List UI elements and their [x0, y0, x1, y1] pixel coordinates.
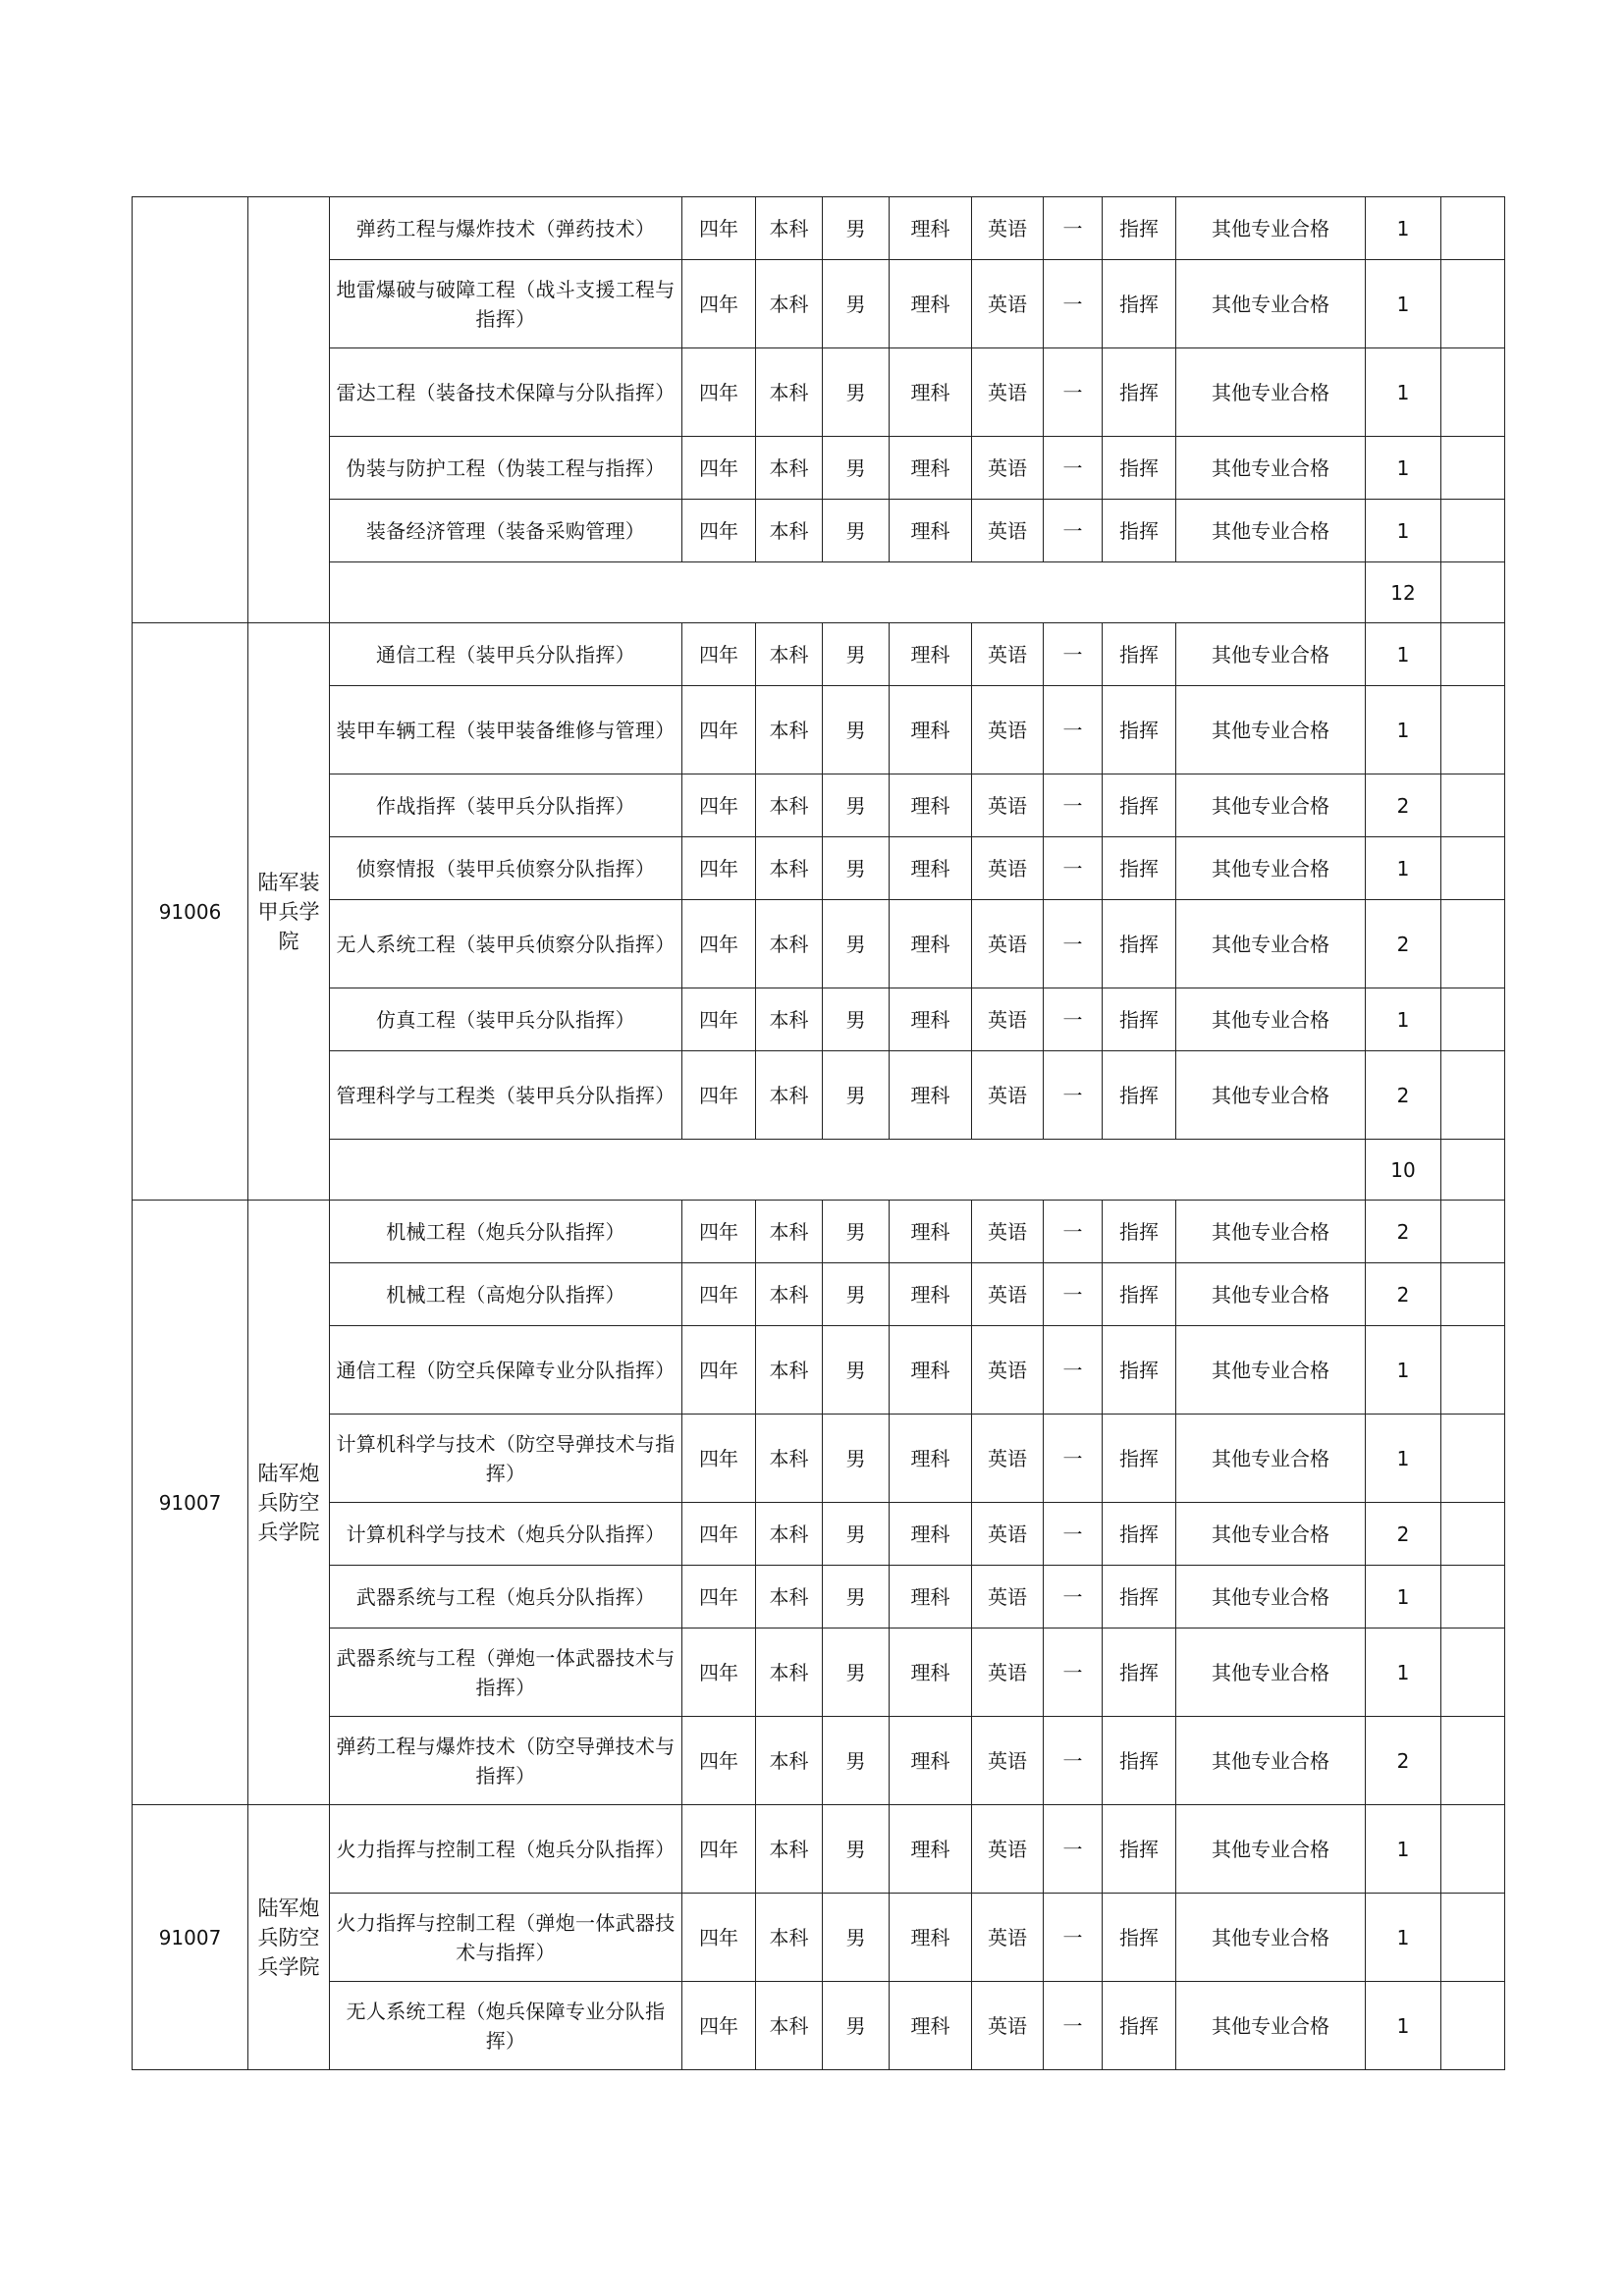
- remark-cell: [1441, 1629, 1505, 1717]
- tier-cell: 一: [1044, 1051, 1103, 1140]
- table-row: [133, 1263, 1505, 1326]
- subject-cell: 理科: [890, 774, 972, 837]
- quota-cell: 2: [1366, 900, 1441, 988]
- language-cell: 英语: [972, 686, 1044, 774]
- school-code-cell: [133, 197, 248, 623]
- duration-cell: 四年: [682, 1566, 756, 1629]
- physical-cell: 其他专业合格: [1176, 1982, 1366, 2070]
- major-cell: 机械工程（高炮分队指挥）: [330, 1263, 682, 1326]
- level-cell: 本科: [756, 260, 823, 348]
- table-row: [133, 500, 1505, 562]
- physical-cell: 其他专业合格: [1176, 437, 1366, 500]
- tier-cell: 一: [1044, 197, 1103, 260]
- subject-cell: 理科: [890, 988, 972, 1051]
- quota-cell: 2: [1366, 1051, 1441, 1140]
- category-cell: 指挥: [1103, 348, 1176, 437]
- gender-cell: 男: [823, 260, 890, 348]
- quota-cell: 2: [1366, 1263, 1441, 1326]
- tier-cell: 一: [1044, 1629, 1103, 1717]
- quota-cell: 1: [1366, 1326, 1441, 1415]
- duration-cell: 四年: [682, 348, 756, 437]
- level-cell: 本科: [756, 1717, 823, 1805]
- physical-cell: 其他专业合格: [1176, 260, 1366, 348]
- duration-cell: 四年: [682, 686, 756, 774]
- category-cell: 指挥: [1103, 988, 1176, 1051]
- subject-cell: 理科: [890, 1326, 972, 1415]
- gender-cell: 男: [823, 1201, 890, 1263]
- language-cell: 英语: [972, 1629, 1044, 1717]
- duration-cell: 四年: [682, 1805, 756, 1894]
- gender-cell: 男: [823, 837, 890, 900]
- subject-cell: 理科: [890, 686, 972, 774]
- school-name-cell: 陆军炮兵防空兵学院: [248, 1201, 330, 1805]
- level-cell: 本科: [756, 988, 823, 1051]
- table-row: [133, 1566, 1505, 1629]
- tier-cell: 一: [1044, 348, 1103, 437]
- table-row: [133, 1415, 1505, 1503]
- remark-cell: [1441, 1982, 1505, 2070]
- quota-cell: 1: [1366, 1805, 1441, 1894]
- remark-cell: [1441, 197, 1505, 260]
- category-cell: 指挥: [1103, 837, 1176, 900]
- major-cell: 火力指挥与控制工程（炮兵分队指挥）: [330, 1805, 682, 1894]
- quota-cell: 1: [1366, 1894, 1441, 1982]
- tier-cell: 一: [1044, 500, 1103, 562]
- subtotal-row: [133, 1140, 1505, 1201]
- subtotal-quota-cell: 12: [1366, 562, 1441, 623]
- quota-cell: 1: [1366, 437, 1441, 500]
- quota-cell: 1: [1366, 1629, 1441, 1717]
- category-cell: 指挥: [1103, 1263, 1176, 1326]
- language-cell: 英语: [972, 1051, 1044, 1140]
- category-cell: 指挥: [1103, 437, 1176, 500]
- subject-cell: 理科: [890, 348, 972, 437]
- major-cell: 侦察情报（装甲兵侦察分队指挥）: [330, 837, 682, 900]
- major-cell: 武器系统与工程（弹炮一体武器技术与指挥）: [330, 1629, 682, 1717]
- level-cell: 本科: [756, 686, 823, 774]
- language-cell: 英语: [972, 197, 1044, 260]
- remark-cell: [1441, 1263, 1505, 1326]
- remark-cell: [1441, 1894, 1505, 1982]
- physical-cell: 其他专业合格: [1176, 774, 1366, 837]
- level-cell: 本科: [756, 500, 823, 562]
- category-cell: 指挥: [1103, 1051, 1176, 1140]
- level-cell: 本科: [756, 197, 823, 260]
- subject-cell: 理科: [890, 623, 972, 686]
- school-code-cell: 91006: [133, 623, 248, 1201]
- language-cell: 英语: [972, 260, 1044, 348]
- tier-cell: 一: [1044, 1263, 1103, 1326]
- duration-cell: 四年: [682, 197, 756, 260]
- school-code-cell: 91007: [133, 1805, 248, 2070]
- duration-cell: 四年: [682, 1415, 756, 1503]
- quota-cell: 1: [1366, 837, 1441, 900]
- remark-cell: [1441, 686, 1505, 774]
- quota-cell: 1: [1366, 1415, 1441, 1503]
- duration-cell: 四年: [682, 1263, 756, 1326]
- physical-cell: 其他专业合格: [1176, 1566, 1366, 1629]
- major-cell: 计算机科学与技术（防空导弹技术与指挥）: [330, 1415, 682, 1503]
- major-cell: 弹药工程与爆炸技术（弹药技术）: [330, 197, 682, 260]
- major-cell: 火力指挥与控制工程（弹炮一体武器技术与指挥）: [330, 1894, 682, 1982]
- major-cell: 无人系统工程（炮兵保障专业分队指挥）: [330, 1982, 682, 2070]
- language-cell: 英语: [972, 348, 1044, 437]
- category-cell: 指挥: [1103, 774, 1176, 837]
- physical-cell: 其他专业合格: [1176, 1805, 1366, 1894]
- language-cell: 英语: [972, 988, 1044, 1051]
- table-body: [133, 197, 1505, 2070]
- quota-cell: 2: [1366, 1717, 1441, 1805]
- physical-cell: 其他专业合格: [1176, 837, 1366, 900]
- subject-cell: 理科: [890, 500, 972, 562]
- gender-cell: 男: [823, 1717, 890, 1805]
- gender-cell: 男: [823, 1982, 890, 2070]
- gender-cell: 男: [823, 988, 890, 1051]
- language-cell: 英语: [972, 1263, 1044, 1326]
- school-name-cell: 陆军装甲兵学院: [248, 623, 330, 1201]
- category-cell: 指挥: [1103, 900, 1176, 988]
- remark-cell: [1441, 1503, 1505, 1566]
- major-cell: 雷达工程（装备技术保障与分队指挥）: [330, 348, 682, 437]
- tier-cell: 一: [1044, 1894, 1103, 1982]
- language-cell: 英语: [972, 1326, 1044, 1415]
- language-cell: 英语: [972, 1805, 1044, 1894]
- subject-cell: 理科: [890, 1051, 972, 1140]
- duration-cell: 四年: [682, 1326, 756, 1415]
- physical-cell: 其他专业合格: [1176, 348, 1366, 437]
- gender-cell: 男: [823, 1894, 890, 1982]
- quota-cell: 2: [1366, 1201, 1441, 1263]
- tier-cell: 一: [1044, 1201, 1103, 1263]
- table-row: [133, 1051, 1505, 1140]
- duration-cell: 四年: [682, 1051, 756, 1140]
- school-code-cell: 91007: [133, 1201, 248, 1805]
- table-row: [133, 774, 1505, 837]
- duration-cell: 四年: [682, 1894, 756, 1982]
- gender-cell: 男: [823, 348, 890, 437]
- duration-cell: 四年: [682, 837, 756, 900]
- subtotal-blank-cell: [330, 562, 1366, 623]
- category-cell: 指挥: [1103, 1805, 1176, 1894]
- language-cell: 英语: [972, 1982, 1044, 2070]
- major-cell: 伪装与防护工程（伪装工程与指挥）: [330, 437, 682, 500]
- table-row: [133, 1805, 1505, 1894]
- table-row: [133, 1717, 1505, 1805]
- category-cell: 指挥: [1103, 197, 1176, 260]
- language-cell: 英语: [972, 1503, 1044, 1566]
- language-cell: 英语: [972, 1566, 1044, 1629]
- major-cell: 武器系统与工程（炮兵分队指挥）: [330, 1566, 682, 1629]
- gender-cell: 男: [823, 1415, 890, 1503]
- level-cell: 本科: [756, 1982, 823, 2070]
- remark-cell: [1441, 1201, 1505, 1263]
- gender-cell: 男: [823, 623, 890, 686]
- quota-cell: 1: [1366, 260, 1441, 348]
- duration-cell: 四年: [682, 900, 756, 988]
- tier-cell: 一: [1044, 1503, 1103, 1566]
- remark-cell: [1441, 623, 1505, 686]
- subject-cell: 理科: [890, 197, 972, 260]
- remark-cell: [1441, 837, 1505, 900]
- remark-cell: [1441, 1717, 1505, 1805]
- subject-cell: 理科: [890, 1717, 972, 1805]
- gender-cell: 男: [823, 1503, 890, 1566]
- remark-cell: [1441, 900, 1505, 988]
- remark-cell: [1441, 1051, 1505, 1140]
- subtotal-blank-cell: [330, 1140, 1366, 1201]
- physical-cell: 其他专业合格: [1176, 1717, 1366, 1805]
- major-cell: 装备经济管理（装备采购管理）: [330, 500, 682, 562]
- table-row: [133, 623, 1505, 686]
- category-cell: 指挥: [1103, 500, 1176, 562]
- gender-cell: 男: [823, 1326, 890, 1415]
- remark-cell: [1441, 1415, 1505, 1503]
- major-cell: 管理科学与工程类（装甲兵分队指挥）: [330, 1051, 682, 1140]
- tier-cell: 一: [1044, 1717, 1103, 1805]
- physical-cell: 其他专业合格: [1176, 1263, 1366, 1326]
- physical-cell: 其他专业合格: [1176, 1894, 1366, 1982]
- gender-cell: 男: [823, 900, 890, 988]
- category-cell: 指挥: [1103, 1326, 1176, 1415]
- table-row: [133, 1326, 1505, 1415]
- gender-cell: 男: [823, 1629, 890, 1717]
- language-cell: 英语: [972, 623, 1044, 686]
- remark-cell: [1441, 1326, 1505, 1415]
- level-cell: 本科: [756, 1201, 823, 1263]
- language-cell: 英语: [972, 1201, 1044, 1263]
- subtotal-remark-cell: [1441, 562, 1505, 623]
- tier-cell: 一: [1044, 900, 1103, 988]
- level-cell: 本科: [756, 1894, 823, 1982]
- physical-cell: 其他专业合格: [1176, 623, 1366, 686]
- duration-cell: 四年: [682, 1982, 756, 2070]
- remark-cell: [1441, 437, 1505, 500]
- table-row: [133, 1503, 1505, 1566]
- category-cell: 指挥: [1103, 1415, 1176, 1503]
- table-row: [133, 1982, 1505, 2070]
- major-cell: 仿真工程（装甲兵分队指挥）: [330, 988, 682, 1051]
- school-name-cell: 陆军炮兵防空兵学院: [248, 1805, 330, 2070]
- remark-cell: [1441, 1566, 1505, 1629]
- physical-cell: 其他专业合格: [1176, 686, 1366, 774]
- subject-cell: 理科: [890, 437, 972, 500]
- category-cell: 指挥: [1103, 1201, 1176, 1263]
- level-cell: 本科: [756, 348, 823, 437]
- subtotal-row: [133, 562, 1505, 623]
- tier-cell: 一: [1044, 988, 1103, 1051]
- quota-cell: 1: [1366, 1982, 1441, 2070]
- quota-cell: 1: [1366, 686, 1441, 774]
- tier-cell: 一: [1044, 260, 1103, 348]
- table-row: [133, 348, 1505, 437]
- subject-cell: 理科: [890, 1263, 972, 1326]
- subject-cell: 理科: [890, 1894, 972, 1982]
- subtotal-quota-cell: 10: [1366, 1140, 1441, 1201]
- level-cell: 本科: [756, 1051, 823, 1140]
- level-cell: 本科: [756, 1503, 823, 1566]
- quota-cell: 2: [1366, 774, 1441, 837]
- category-cell: 指挥: [1103, 686, 1176, 774]
- level-cell: 本科: [756, 1326, 823, 1415]
- physical-cell: 其他专业合格: [1176, 1629, 1366, 1717]
- school-name-cell: [248, 197, 330, 623]
- level-cell: 本科: [756, 437, 823, 500]
- subject-cell: 理科: [890, 837, 972, 900]
- remark-cell: [1441, 774, 1505, 837]
- tier-cell: 一: [1044, 623, 1103, 686]
- major-cell: 装甲车辆工程（装甲装备维修与管理）: [330, 686, 682, 774]
- language-cell: 英语: [972, 1415, 1044, 1503]
- quota-cell: 1: [1366, 348, 1441, 437]
- table-row: [133, 686, 1505, 774]
- level-cell: 本科: [756, 623, 823, 686]
- duration-cell: 四年: [682, 260, 756, 348]
- duration-cell: 四年: [682, 500, 756, 562]
- subject-cell: 理科: [890, 1566, 972, 1629]
- table-row: [133, 1894, 1505, 1982]
- language-cell: 英语: [972, 774, 1044, 837]
- tier-cell: 一: [1044, 1566, 1103, 1629]
- table-row: [133, 988, 1505, 1051]
- physical-cell: 其他专业合格: [1176, 197, 1366, 260]
- level-cell: 本科: [756, 1629, 823, 1717]
- duration-cell: 四年: [682, 1717, 756, 1805]
- major-cell: 作战指挥（装甲兵分队指挥）: [330, 774, 682, 837]
- quota-cell: 1: [1366, 988, 1441, 1051]
- subtotal-remark-cell: [1441, 1140, 1505, 1201]
- language-cell: 英语: [972, 500, 1044, 562]
- tier-cell: 一: [1044, 437, 1103, 500]
- major-cell: 弹药工程与爆炸技术（防空导弹技术与指挥）: [330, 1717, 682, 1805]
- tier-cell: 一: [1044, 1805, 1103, 1894]
- remark-cell: [1441, 988, 1505, 1051]
- tier-cell: 一: [1044, 1326, 1103, 1415]
- gender-cell: 男: [823, 500, 890, 562]
- table-row: [133, 1629, 1505, 1717]
- category-cell: 指挥: [1103, 1717, 1176, 1805]
- category-cell: 指挥: [1103, 1566, 1176, 1629]
- gender-cell: 男: [823, 1051, 890, 1140]
- duration-cell: 四年: [682, 1503, 756, 1566]
- subject-cell: 理科: [890, 900, 972, 988]
- major-cell: 通信工程（防空兵保障专业分队指挥）: [330, 1326, 682, 1415]
- remark-cell: [1441, 500, 1505, 562]
- subject-cell: 理科: [890, 1629, 972, 1717]
- subject-cell: 理科: [890, 1415, 972, 1503]
- duration-cell: 四年: [682, 1629, 756, 1717]
- duration-cell: 四年: [682, 774, 756, 837]
- tier-cell: 一: [1044, 686, 1103, 774]
- physical-cell: 其他专业合格: [1176, 500, 1366, 562]
- gender-cell: 男: [823, 1566, 890, 1629]
- physical-cell: 其他专业合格: [1176, 1503, 1366, 1566]
- gender-cell: 男: [823, 437, 890, 500]
- language-cell: 英语: [972, 837, 1044, 900]
- table-row: [133, 197, 1505, 260]
- physical-cell: 其他专业合格: [1176, 988, 1366, 1051]
- major-cell: 无人系统工程（装甲兵侦察分队指挥）: [330, 900, 682, 988]
- table-row: [133, 260, 1505, 348]
- remark-cell: [1441, 260, 1505, 348]
- quota-cell: 1: [1366, 623, 1441, 686]
- category-cell: 指挥: [1103, 1629, 1176, 1717]
- subject-cell: 理科: [890, 1201, 972, 1263]
- remark-cell: [1441, 348, 1505, 437]
- level-cell: 本科: [756, 900, 823, 988]
- physical-cell: 其他专业合格: [1176, 1201, 1366, 1263]
- remark-cell: [1441, 1805, 1505, 1894]
- category-cell: 指挥: [1103, 623, 1176, 686]
- admissions-table: [132, 196, 1505, 2070]
- tier-cell: 一: [1044, 774, 1103, 837]
- major-cell: 计算机科学与技术（炮兵分队指挥）: [330, 1503, 682, 1566]
- subject-cell: 理科: [890, 1805, 972, 1894]
- level-cell: 本科: [756, 1263, 823, 1326]
- category-cell: 指挥: [1103, 1982, 1176, 2070]
- subject-cell: 理科: [890, 1982, 972, 2070]
- level-cell: 本科: [756, 1415, 823, 1503]
- duration-cell: 四年: [682, 437, 756, 500]
- category-cell: 指挥: [1103, 1503, 1176, 1566]
- language-cell: 英语: [972, 900, 1044, 988]
- table-row: [133, 1201, 1505, 1263]
- gender-cell: 男: [823, 1263, 890, 1326]
- major-cell: 通信工程（装甲兵分队指挥）: [330, 623, 682, 686]
- table-row: [133, 837, 1505, 900]
- level-cell: 本科: [756, 837, 823, 900]
- language-cell: 英语: [972, 437, 1044, 500]
- duration-cell: 四年: [682, 1201, 756, 1263]
- gender-cell: 男: [823, 1805, 890, 1894]
- subject-cell: 理科: [890, 1503, 972, 1566]
- quota-cell: 1: [1366, 197, 1441, 260]
- category-cell: 指挥: [1103, 260, 1176, 348]
- tier-cell: 一: [1044, 837, 1103, 900]
- language-cell: 英语: [972, 1717, 1044, 1805]
- major-cell: 地雷爆破与破障工程（战斗支援工程与指挥）: [330, 260, 682, 348]
- quota-cell: 1: [1366, 1566, 1441, 1629]
- tier-cell: 一: [1044, 1982, 1103, 2070]
- language-cell: 英语: [972, 1894, 1044, 1982]
- tier-cell: 一: [1044, 1415, 1103, 1503]
- gender-cell: 男: [823, 197, 890, 260]
- category-cell: 指挥: [1103, 1894, 1176, 1982]
- quota-cell: 2: [1366, 1503, 1441, 1566]
- quota-cell: 1: [1366, 500, 1441, 562]
- level-cell: 本科: [756, 1805, 823, 1894]
- gender-cell: 男: [823, 774, 890, 837]
- duration-cell: 四年: [682, 623, 756, 686]
- level-cell: 本科: [756, 1566, 823, 1629]
- physical-cell: 其他专业合格: [1176, 1326, 1366, 1415]
- level-cell: 本科: [756, 774, 823, 837]
- physical-cell: 其他专业合格: [1176, 900, 1366, 988]
- major-cell: 机械工程（炮兵分队指挥）: [330, 1201, 682, 1263]
- physical-cell: 其他专业合格: [1176, 1051, 1366, 1140]
- table-row: [133, 900, 1505, 988]
- table-row: [133, 437, 1505, 500]
- subject-cell: 理科: [890, 260, 972, 348]
- gender-cell: 男: [823, 686, 890, 774]
- physical-cell: 其他专业合格: [1176, 1415, 1366, 1503]
- duration-cell: 四年: [682, 988, 756, 1051]
